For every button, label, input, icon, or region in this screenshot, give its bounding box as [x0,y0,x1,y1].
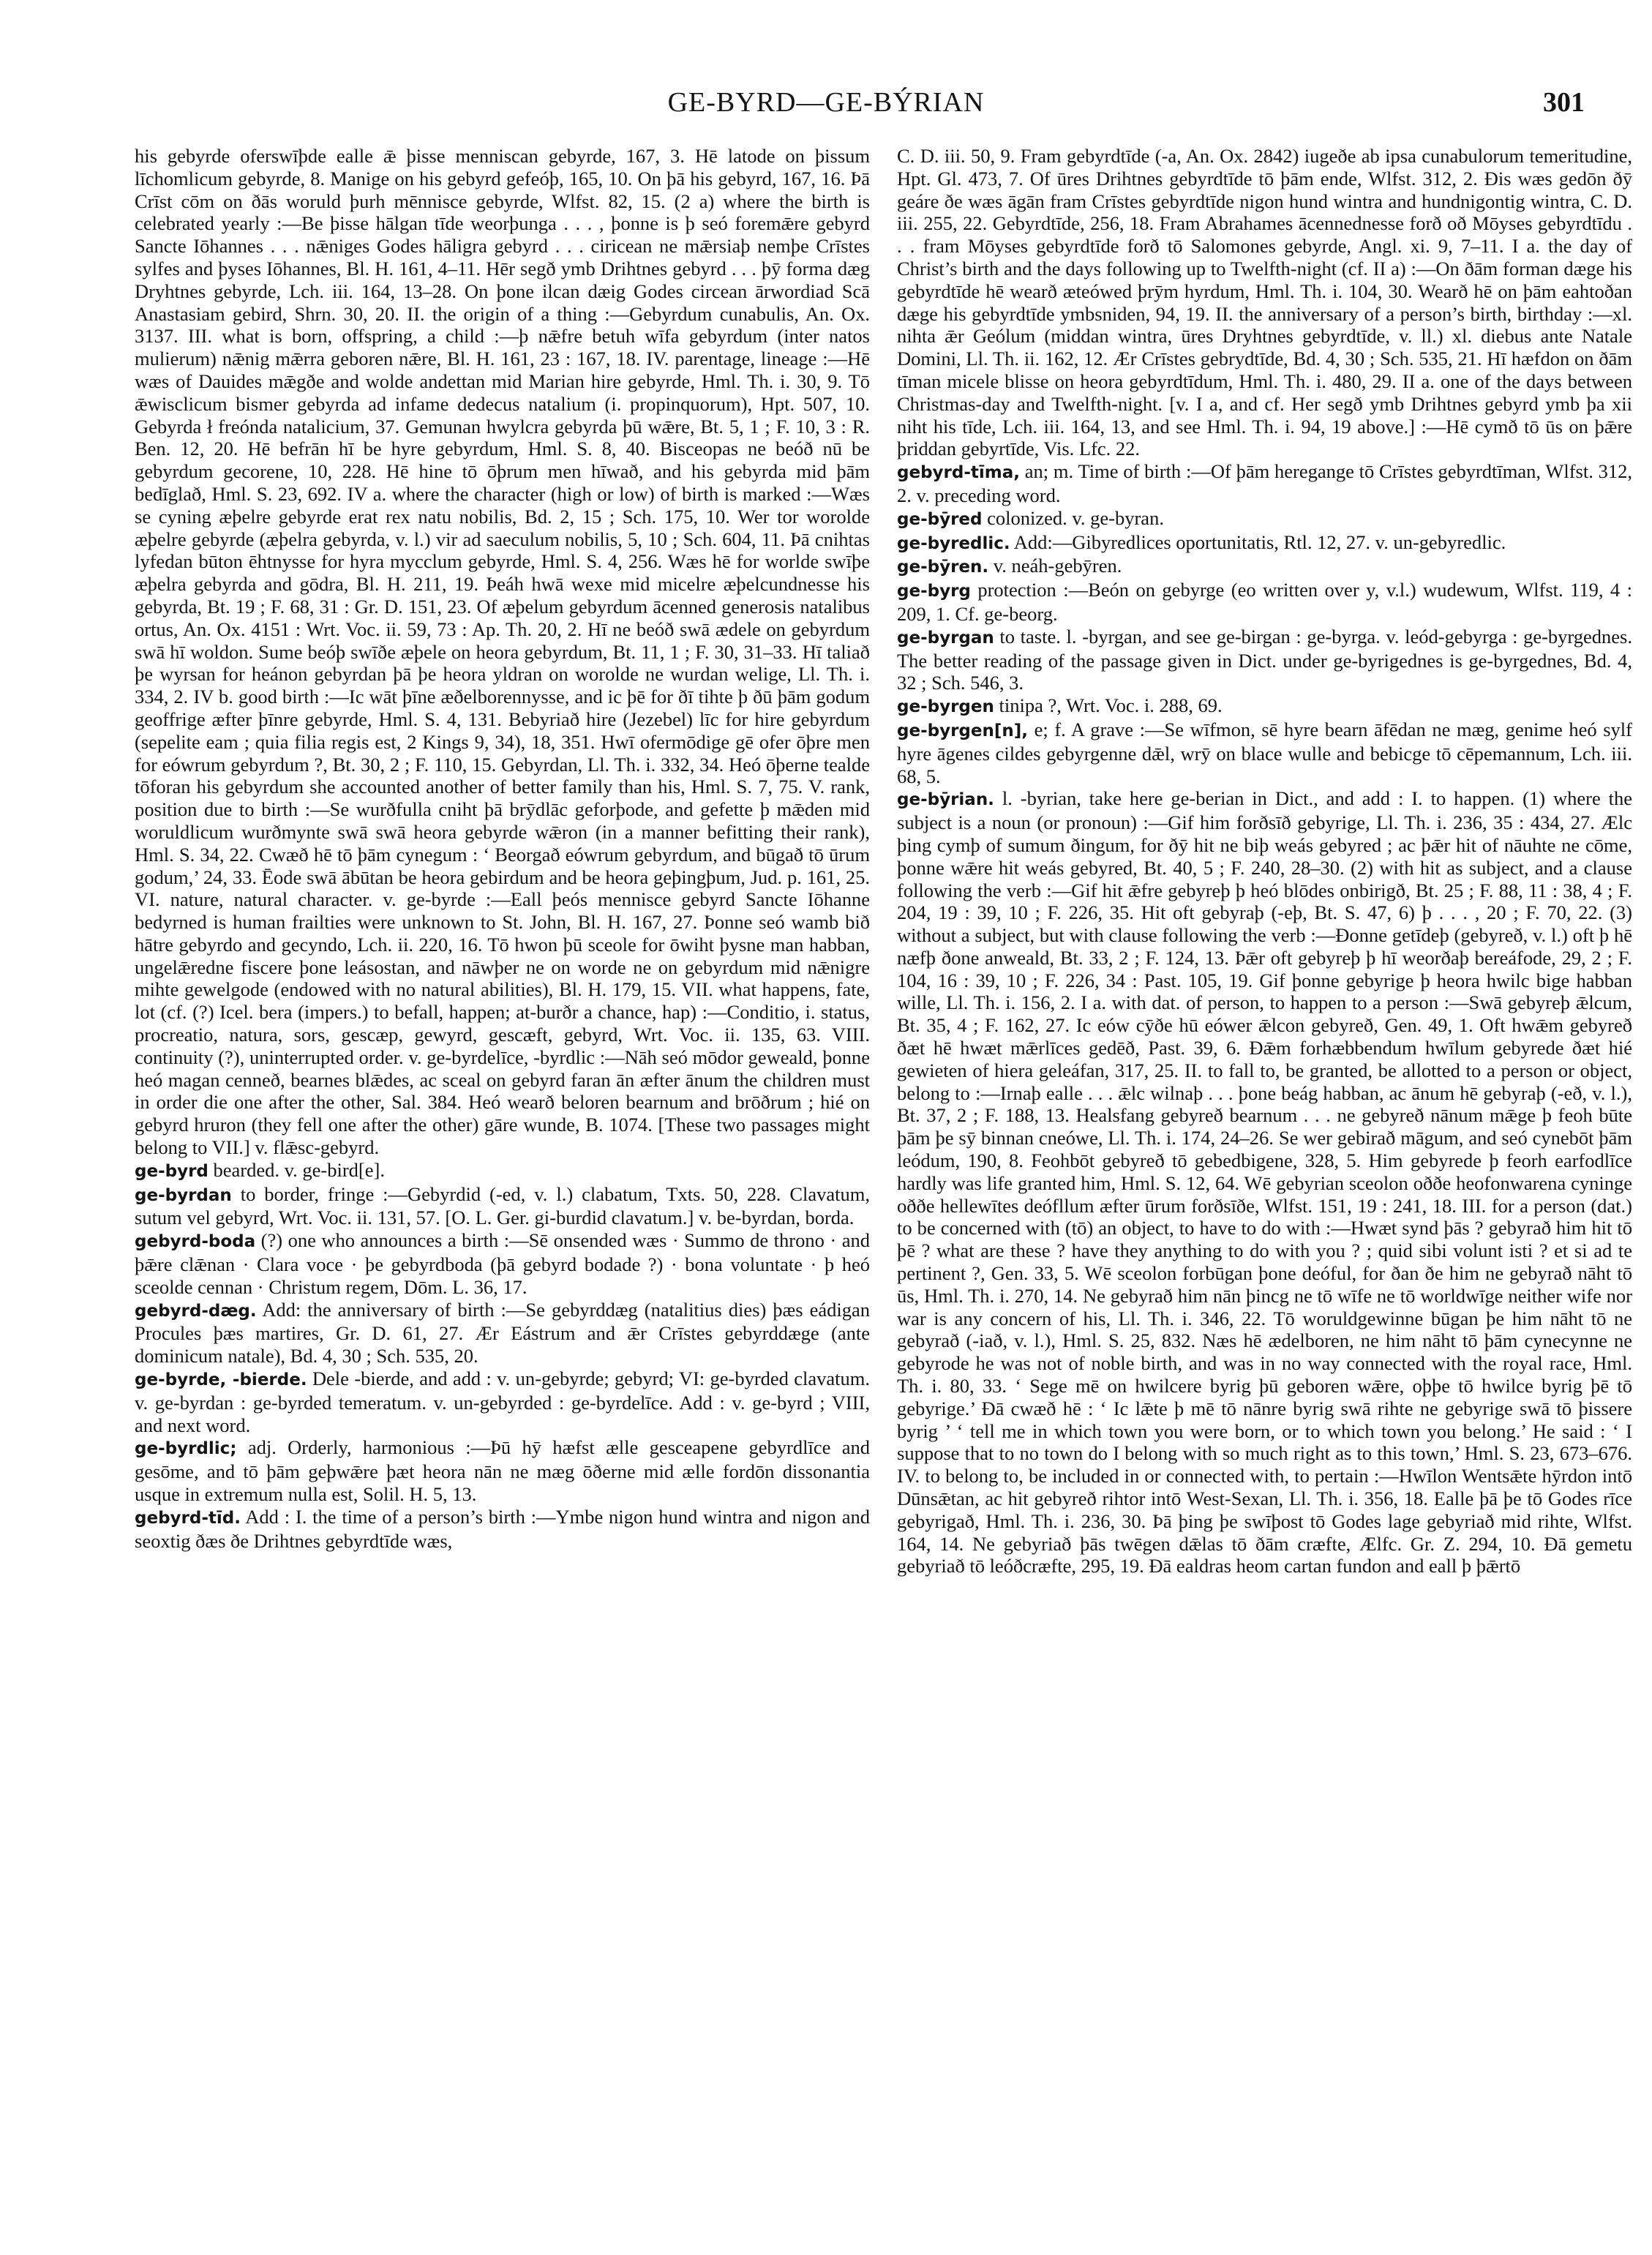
dictionary-entry [897,694,1632,718]
entry-text: Add:—Gibyredlices oportunitatis, Rtl. 12, 27. v. un-gebyredlic. [1010,530,1506,553]
entry-headword: ge-byrgen[n], [897,721,1028,740]
page-number: 301 [1543,87,1585,118]
entry-text: an; m. Time of birth :—Of þām heregange tō Crīstes gebyrdtīman, Wlfst. 312, 2. v. preceding word. [897,460,1632,506]
entry-continuation [135,145,870,1159]
entry-headword: gebyrd-tīma, [897,463,1020,483]
entry-headword: ge-byrgen [897,697,994,717]
entry-text: (?) one who announces a birth :—Sē onsended wæs · Summo de throno · and þǣre clǣnan · Clara voce · þe gebyrdboda (þā gebyrd bodade ?) · bona voluntate · þ heó sceolde cennan · Christum regem, Dōm. L. 36, 17. [135,1229,870,1298]
entry-headword: gebyrd-boda [135,1232,256,1252]
entry-text: Add : I. the time of a person’s birth :—Ymbe nigon hund wintra and nigon and seoxtig ðæs ðe Drihtnes gebyrdtīde wæs, [135,1505,870,1552]
left-column [135,145,870,2230]
entry-text: to border, fringe :—Gebyrdid (-ed, v. l.) clabatum, Txts. 50, 228. Clavatum, sutum vel gebyrd, Wrt. Voc. ii. 131, 57. [O. L. Ger. gi-burdid clavatum.] v. be-byrdan, borda. [135,1182,870,1229]
right-column [897,145,1632,2230]
entry-text: bearded. v. ge-bird[e]. [208,1158,385,1181]
entry-headword: gebyrd-dæg. [135,1301,257,1321]
entry-text: tinipa ?, Wrt. Voc. i. 288, 69. [994,694,1223,717]
dictionary-entry [135,1159,870,1183]
entry-headword: ge-bȳrian. [897,790,994,810]
entry-continuation [897,145,1632,460]
dictionary-entry [135,1183,870,1230]
entry-text: v. neáh-gebȳren. [988,555,1122,577]
entry-headword: ge-byrdlic; [135,1439,237,1459]
page-title: GE-BYRD—GE-BÝRIAN [667,87,985,118]
entry-text: adj. Orderly, harmonious :—Þū hȳ hæfst ælle gesceapene gebyrdlīce and gesōme, and tō þām geþwǣre þæt heora nān ne mæg ōðerne mid ælle fordōn dissonantia usque in extremum nulla est, Solil. H. 5, 13. [135,1436,870,1506]
entry-text: his gebyrde oferswīþde ealle ǣ þisse menniscan gebyrde, 167, 3. Hē latode on þissum līchomlicum gebyrde, 8. Manige on his gebyrd gefeóþ, 165, 10. On þā his gebyrd, 167, 16. Þā Crīst cōm on ðās woruld þurh mēnnisce gebyrde, Wlfst. 82, 15. (2 a) where the birth is celebrated yearly :—Be þisse hālgan tīde weorþunga . . . , þonne is þ seó foremǣre gebyrd Sancte Iōhannes . . . nǣniges Godes hāligra gebyrd . . . ciricean ne mǣrsiaþ nemþe Crīstes sylfes and þyses Iōhannes, Bl. H. 161, 4–11. Hēr segð ymb Drihtnes gebyrd . . . þȳ forma dæg Dryhtnes gebyrde, Lch. iii. 164, 13–28. On þone ilcan dæig Godes circean ārwordiad Scā Anastasiam gebird, Shrn. 30, 20. II. the origin of a thing :—Gebyrdum cunabulis, An. Ox. 3137. III. what is born, offspring, a child :—þ nǣfre betuh wīfa gebyrdum (inter natos mulierum) nǣnig mǣrra geboren nǣre, Bl. H. 161, 23 : 167, 18. IV. parentage, lineage :—Hē wæs of Dauides mǣgðe and wolde andettan mid Marian hire gebyrde, Hml. Th. i. 30, 9. Tō ǣwisclicum bismer gebyrda ad infame dedecus natalium (i. propinquorum), Hpt. 507, 10. Gebyrda ł freónda natalicium, 37. Gemunan hwylcra gebyrda þū wǣre, Bt. 5, 1 ; F. 10, 3 : R. Ben. 12, 20. Hē befrān hī be hyre gebyrdum, Hml. S. 8, 40. Bisceopas ne beóð nū be gebyrdum gecorene, 10, 228. Hē hine tō ōþrum men hīwað, and his gebyrda mid þām bedīglað, Hml. S. 23, 692. IV a. where the character (high or low) of birth is marked :—Wæs se cyning æþelre gebyrde erat rex natu nobilis, Bd. 2, 15 ; Sch. 175, 10. Wer tor worolde æþelre gebyrde (æþelra gebyrda, v. l.) vir ad saeculum nobilis, 5, 10 ; Sch. 604, 11. Þā cnihtas lyfedan būton ēhtnysse for hyra mycclum gebyrde, Hml. S. 4, 256. Wæs hē for worlde swīþe æþelra gebyrda and gōdra, Bl. H. 211, 19. Þeáh hwā wexe mid micelre æþelcundnesse his gebyrda, Bt. 19 ; F. 68, 31 : Gr. D. 151, 23. Of æþelum gebyrdum ācenned generosis natalibus ortus, An. Ox. 4151 : Wrt. Voc. ii. 59, 73 : Ap. Th. 20, 2. Hī ne beóð swā ædele on gebyrdum swā hī woldon. Sume beóþ swīðe æþele on heora gebyrdum, Bt. 11, 1 ; F. 30, 31–33. Hī taliað þe wyrsan for heánon gebyrdan þā þe heora yldran on worolde ne wurdan welige, Ll. Th. i. 334, 2. IV b. good birth :—Ic wāt þīne æðelborennysse, and ic þē for ðī tihte þ ðū þām godum geoffrige æfter þīnre gebyrde, Hml. S. 4, 131. Bebyriað hire (Jezebel) līc for hire gebyrdum (sepelite eam ; quia filia regis est, 2 Kings 9, 34), 18, 351. Hwī ofermōdige gē ofer ōþre men for eówrum gebyrdum ?, Bt. 30, 2 ; F. 110, 15. Gebyrdan, Ll. Th. i. 332, 34. Heó ōþerne tealde tōforan his gebyrdum she accounted another of better family than his, Hml. S. 7, 75. V. rank, position due to birth :—Se wurðfulla cniht þā brȳdlāc geforþode, and gefette þ mǣden mid woruldlicum wurðmynte swā swā heora gebyrde wǣron (in a manner befitting their rank), Hml. S. 34, 22. Cwæð hē tō þām cynegum : ‘ Beorgað eówrum gebyrdum, and būgað tō ūrum godum,’ 24, 33. Ēode swā ābūtan be heora gebirdum and be heora geþingþum, Jud. p. 161, 25. VI. nature, natural character. v. ge-byrde :—Eall þeós mennisce gebyrd Sancte Iōhanne bedyrned is human frailties were unknown to St. John, Bl. H. 167, 27. Þonne seó wamb bið hātre gebyrdo and gecyndo, Lch. ii. 220, 16. Tō hwon þū sceole for ōwiht þysne man habban, ungelǣredne fiscere þone leásostan, and nāwþer ne on worde ne on gebyrdum mid nǣnigre mihte gewelgode (endowed with no natural abilities), Bl. H. 179, 15. VII. what happens, fate, lot (cf. (?) Icel. bera (impers.) to befall, happen; at-burðr a chance, hap) :—Conditio, i. status, procreatio, natura, sors, gescæp, gewyrd, gescæft, gebyrd, Wrt. Voc. ii. 135, 63. VIII. continuity (?), uninterrupted order. v. ge-byrdelīce, -byrdlic :—Nāh seó mōdor geweald, þonne heó magan cenneð, bearnes blǣdes, ac sceal on gebyrd faran ān æfter ānum the children must in order die one after the other, Sal. 384. Heó wearð beloren bearnum and brōðrum ; hié on gebyrd hruron (they fell one after the other) gāre wunde, B. 1074. [These two passages might belong to VII.] v. flǣsc-gebyrd. [135,145,870,1159]
entry-headword: ge-byrde, -bierde. [135,1370,307,1390]
entry-text: e; f. A grave :—Se wīfmon, sē hyre bearn āfēdan ne mæg, genime heó sylf hyre āgenes cildes gebyrgenne dǣl, wrȳ on blace wulle and bebicge tō cēpemannum, Lch. iii. 68, 5. [897,718,1632,787]
dictionary-entry [897,626,1632,694]
entry-text: protection :—Beón on gebyrge (eo written over y, v.l.) wudewum, Wlfst. 119, 4 : 209, 1. Cf. ge-beorg. [897,579,1632,625]
dictionary-entry [897,460,1632,507]
dictionary-entry [135,1299,870,1367]
entry-text: to taste. l. -byrgan, and see ge-birgan : ge-byrga. v. leód-gebyrga : ge-byrgednes. The better reading of the passage given in Dict. under ge-byrigednes is ge-byrgednes, Bd. 4, 32 ; Sch. 546, 3. [897,625,1632,694]
entry-headword: ge-byrdan [135,1185,232,1205]
dictionary-entry [897,718,1632,787]
entry-headword: ge-byredlic. [897,533,1010,553]
entry-text: Dele -bierde, and add : v. un-gebyrde; gebyrd; VI: ge-byrded clavatum. v. ge-byrdan : ge-byrded temeratum. v. un-gebyrded : ge-byrdelīce. Add : v. ge-byrd ; VIII, and next word. [135,1367,870,1436]
dictionary-entry [135,1367,870,1436]
dictionary-entry [897,531,1632,555]
dictionary-entry [897,787,1632,1577]
entry-text: Add: the anniversary of birth :—Se gebyrddæg (natalitius dies) þæs eádigan Procules þæs martires, Gr. D. 61, 27. Ær Eástrum and ǣr Crīstes gebyrddæge (ante dominicum natale), Bd. 4, 30 ; Sch. 535, 20. [135,1298,870,1367]
page-header [0,86,1652,130]
dictionary-entry [135,1436,870,1505]
entry-headword: ge-byrd [135,1161,209,1181]
entry-text: colonized. v. ge-byran. [982,506,1164,529]
entry-text: C. D. iii. 50, 9. Fram gebyrdtīde (-a, An. Ox. 2842) iugeðe ab ipsa cunabulorum temeritudine, Hpt. Gl. 473, 7. Of ūres Drihtnes gebyrdtīde tō þām ende, Wlfst. 312, 2. Ðis wæs gedōn ðȳ geáre ðe wæs āgān fram Crīstes gebyrdtīde nigon hund wintra and hundnigontig wintra, C. D. iii. 255, 22. Gebyrdtīde, 256, 18. Fram Abrahames ācennednesse forð oð Mōyses gebyrdtīdu . . . fram Mōyses gebyrdtīde forð tō Salomones gebyrde, Angl. xi. 9, 7–11. I a. the day of Christ’s birth and the days following up to Twelfth-night (cf. II a) :—On ðām forman dæge his gebyrdtīde hē wearð æteówed þrȳm hyrdum, Hml. Th. i. 104, 30. Wearð hē on þām eahtoðan dæge his gebyrdtīde ymbsniden, 94, 19. II. the anniversary of a person’s birth, birthday :—xl. nihta ǣr Geólum (middan wintra, ūres Dryhtnes gebyrdtīde, v. ll.) xl. diebus ante Natale Domini, Ll. Th. ii. 162, 12. Ær Crīstes gebrydtīde, Bd. 4, 30 ; Sch. 535, 21. Hī hæfdon on ðām tīman micele blisse on heora gebyrdtīdum, Hml. Th. i. 480, 29. II a. one of the days between Christmas-day and Twelfth-night. [v. I a, and cf. Her segð ymb Drihtnes gebyrd ymb þa xii niht his tīde, Lch. iii. 164, 13, and see Hml. Th. i. 94, 19 above.] :—Hē cymð tō ūs on þǣre þriddan gebyrtīde, Vis. Lfc. 22. [897,145,1632,460]
entry-text: l. -byrian, take here ge-berian in Dict., and add : I. to happen. (1) where the subject is a noun (or pronoun) :—Gif him forðsīð gebyrige, Ll. Th. i. 236, 35 : 434, 27. Ælc þing cymþ of sumum ðingum, for ðȳ hit ne biþ weás gebyred ; ac þǣr hit of nāuhte ne cōme, þonne wǣre hit weás gebyred, Bt. 40, 5 ; F. 240, 28–30. (2) with hit as subject, and a clause following the verb :—Gif hit ǣfre gebyreþ þ heó blōdes onbirigð, Bt. 25 ; F. 88, 11 : 38, 4 ; F. 204, 19 : 39, 10 ; F. 226, 35. Hit oft gebyraþ (-eþ, Bt. S. 47, 6) þ . . . , 20 ; F. 70, 22. (3) without a subject, but with clause following the verb :—Ðonne getīdeþ (gebyreð, v. l.) oft þ hē næfþ ðone anweald, Bt. 33, 2 ; F. 124, 13. Þǣr oft gebyreþ þ hī weorðaþ bereáfode, 29, 2 ; F. 104, 16 : 39, 10 ; F. 226, 34 : Past. 105, 19. Gif þonne gebyrige þ heora hwilc bige habban wille, Ll. Th. i. 156, 2. I a. with dat. of person, to happen to a person :—Swā gebyreþ ǣlcum, Bt. 35, 4 ; F. 162, 27. Ic eów cȳðe hū eówer ǣlcon gebyreð, Gen. 49, 1. Oft hwǣm gebyreð ðæt hē hwæt mǣrlīces gedēð, Past. 39, 6. Ðǣm forhæbbendum hwīlum gebyrede ðæt hié gewieten of hiera geleáfan, 317, 25. II. to fall to, be granted, be allotted to a person or object, belong to :—Irnaþ ealle . . . ǣlc wilnaþ . . . þone beág habban, ac ānum hē gebyraþ (-eð, v. l.), Bt. 37, 2 ; F. 188, 13. Healsfang gebyreð bearnum . . . ne gebyreð nānum mǣge þ feoh būte þām þe sȳ binnan cneówe, Ll. Th. i. 174, 24–26. Se wer gebirað māgum, and seó cynebōt þām leódum, 190, 8. Feohbōt gebyreð tō gebedbigene, 328, 5. Him gebyrede þ feorh earfodlīce hardly was life granted him, Hml. S. 12, 64. Wē gebyrian sceolon oððe heofonwarena cyninge oððe hellewītes deófllum æfter ūrum forðsīðe, Wlfst. 151, 19 : 241, 18. III. for a person (dat.) to be concerned with (tō) an object, to have to do with :—Hwæt synd þās ? gebyrað him hit tō þē ? what are these ? have they anything to do with you ? ; quid sibi volunt isti ? et si ad te pertinent ?, Gen. 33, 5. Wē sceolon forbūgan þone deóful, for ðan ðe him ne gebyrað nāht tō ūs, Hml. Th. i. 270, 14. Ne gebyrað him nān þincg ne tō wīfe ne tō worldwīge neither wife nor war is any concern of his, Ll. Th. i. 346, 22. Tō woruldgewinne būgan þe him nāht tō ne gebyrað (-iað, v. l.), Hml. S. 25, 832. Næs hē ædelboren, ne him nāht tō þām cynecynne ne gebyrode he was not of noble birth, and was in no way connected with the royal race, Hml. Th. i. 80, 33. ‘ Sege mē on hwilcere byrig þū geboren wǣre, oþþe tō hwilce byrig þē tō gebyrige.’ Ðā cwæð hē : ‘ Ic lǣte þ mē tō nānre byrig swā rihte ne gebyrige swā tō þissere byrig ’ ‘ tell me in which town you were born, or to which town you belong.’ He said : ‘ I suppose that to no town do I belong with so much right as to this town,’ Hml. S. 23, 673–676. IV. to belong to, be included in or connected with, to pertain :—Hwīlon Wentsǣte hȳrdon intō Dūnsǣtan, ac hit gebyreð rihtor intō West-Sexan, Ll. Th. i. 356, 18. Ealle þā þe tō Godes rīce gebyrigað, Hml. Th. i. 236, 30. Þā þing þe swīþost tō Godes lage gebyriað mid rihte, Wlfst. 164, 14. Ne gebyriað þās twēgen dǣlas tō ðām cræfte, Ælfc. Gr. Z. 294, 10. Ðā gemetu gebyriað tō leóðcræfte, 295, 19. Ðā ealdras heom cartan fundon and eall þ þǣrtō [897,787,1632,1577]
dictionary-entry [897,507,1632,531]
entry-headword: gebyrd-tīd. [135,1508,241,1528]
dictionary-entry [135,1229,870,1298]
dictionary-entry [897,555,1632,579]
dictionary-entry [897,579,1632,626]
dictionary-entry [135,1506,870,1553]
entry-headword: ge-byrg [897,582,971,601]
entry-headword: ge-bȳred [897,509,983,529]
entry-headword: ge-byrgan [897,628,994,648]
entry-headword: ge-bȳren. [897,558,989,577]
